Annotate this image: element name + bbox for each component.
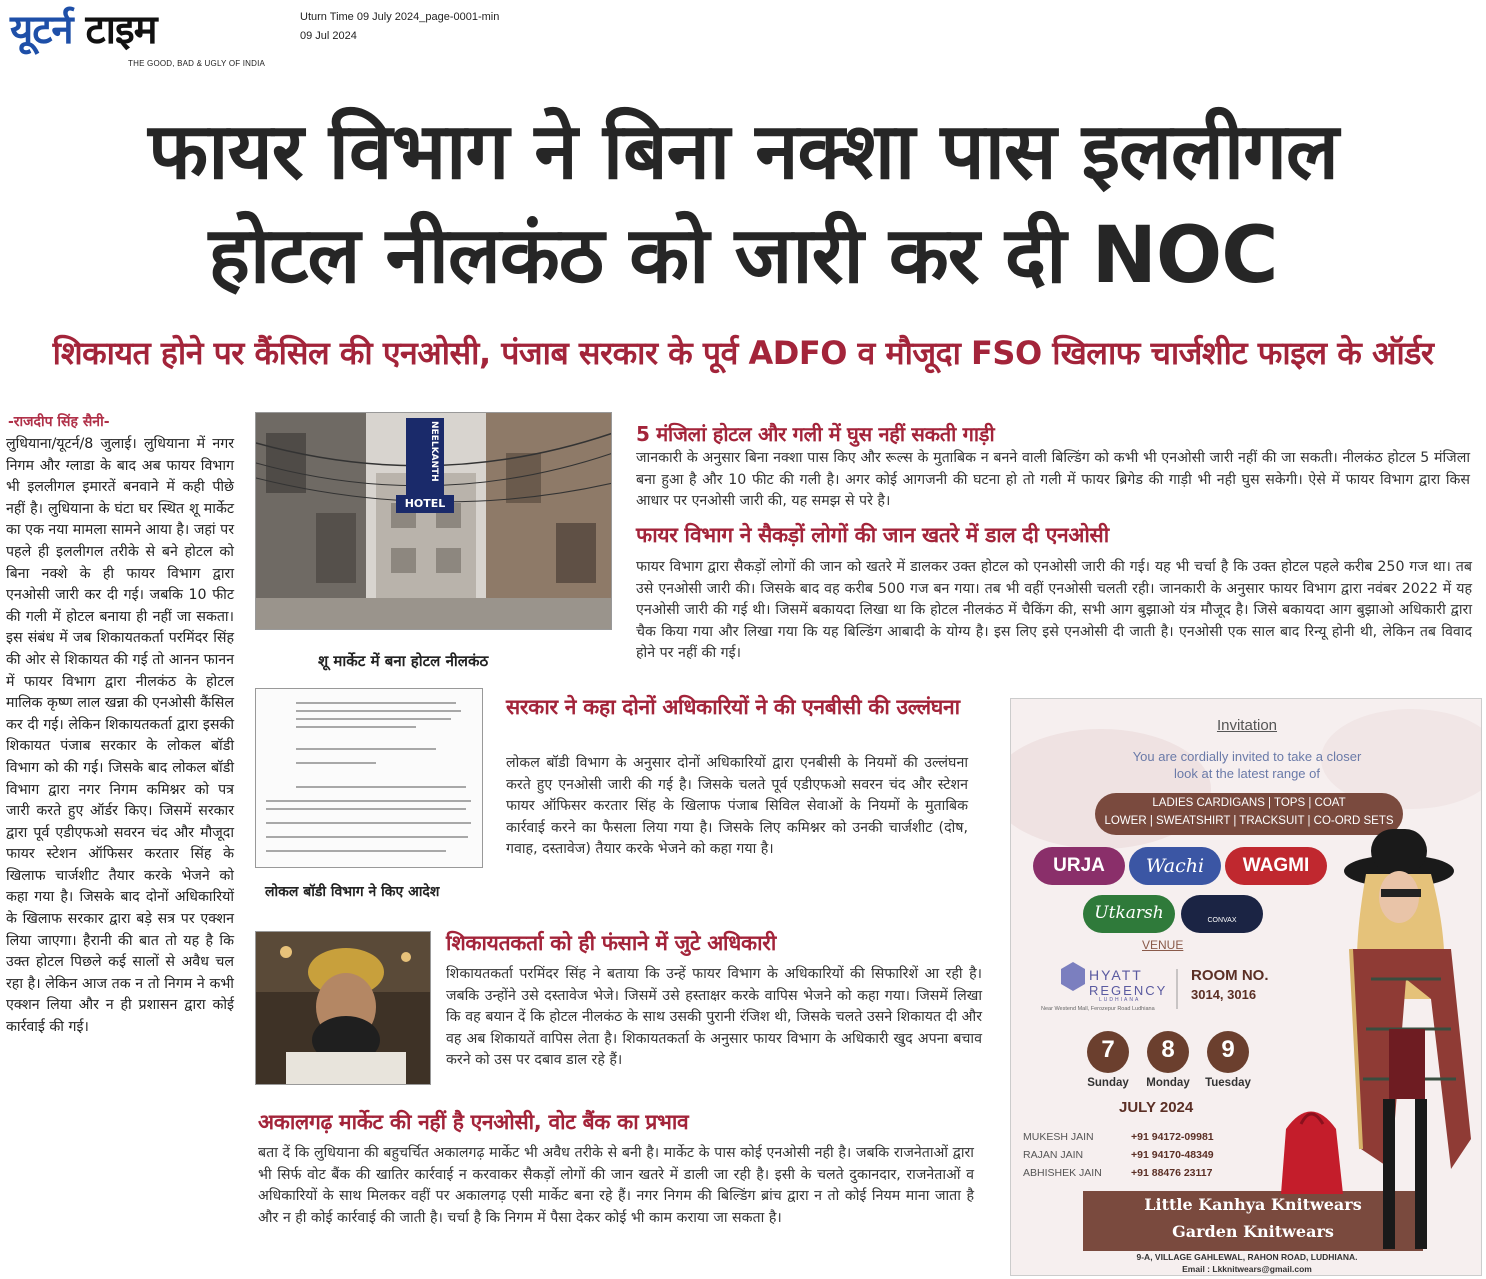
logo-part1: यूटर्न bbox=[10, 7, 73, 53]
date-9: 9 bbox=[1221, 1036, 1235, 1063]
hotel-city: LUDHIANA bbox=[1099, 997, 1141, 1003]
advertisement bbox=[1010, 698, 1482, 1276]
section-2-text: फायर विभाग द्वारा सैकड़ों लोगों की जान को खतरे में डालकर उक्त होटल को एनओसी जारी की गई। यह भी चर्चा है कि उक्त होटल पहले करीब 250 गज था। तब उसे एनओसी जारी की। जिसके बाद वह करीब 500 गज बन गया। तब भी वहीं एनओसी चलती रही। जानकारी के अनुसार फायर विभाग द्वारा नवंबर 2022 में यह एनओसी जारी की गई थी। जिसमें बकायदा लिखा था कि होटल नीलकंठ में चैकिंग की, सभी आग बुझाओ यंत्र मौजूद है। जिसे बकायदा आग बुझाओ अधिकारी द्वारा चैक किया गया और लिखा गया कि यह बिल्डिंग आबादी के योग्य है। इस लिए इसे एनओसी दी जाती है। एनओसी एक साल बाद रिन्यू होनी थी, लेकिन तब विवाद होने पर नहीं की गई। bbox=[636, 559, 1472, 661]
ad-email: Email : Lkknitwears@gmail.com bbox=[1182, 1264, 1312, 1274]
section-5-text: बता दें कि लुधियाना की बहुचर्चित अकालगढ़ मार्केट भी अवैध तरीके से बनी है। मार्केट के पास कोई एनओसी नही है। जबकि राजनेताओं द्वारा भी सिर्फ वोट बैंक की खातिर कार्रवाई न करवाकर सैकड़ों लोगों की जान खतरे में डाली जा रही है। इसी के चलते दुकानदार, राजनेताओं व अधिकारियों के साथ मिलकर वहीं पर अकालगढ़ एसी मार्केट बना रहे हैं। नगर निगम की बिल्डिंग ब्रांच द्वारा न तो कोई नियम माना जाता है और न ही कोई कार्रवाई की जाती है। चर्चा है कि निगम में पैसा देकर कोई भी काम कराया जा सकता है। bbox=[258, 1145, 974, 1226]
contact-3-phone: +91 88476 23117 bbox=[1131, 1167, 1213, 1179]
document-image bbox=[256, 689, 483, 868]
day-sunday: Sunday bbox=[1087, 1077, 1129, 1089]
newspaper-logo bbox=[10, 8, 295, 52]
logo-tagline: THE GOOD, BAD & UGLY OF INDIA bbox=[128, 59, 266, 68]
hotel-sign-vertical: NEELKANTH bbox=[429, 421, 439, 482]
complainant-photo bbox=[255, 931, 431, 1085]
contact-3-name: ABHISHEK JAIN bbox=[1023, 1167, 1102, 1179]
section-1-text: जानकारी के अनुसार बिना नक्शा पास किए और रूल्स के मुताबिक न बनने वाली बिल्डिंग को कभी भी एनओसी जारी नहीं की जा सकती। नीलकंठ होटल 5 मंजिला बना हुआ है और 10 फीट की गली है। अगर कोई आगजनी की घटना हो तो गली में फायर ब्रिगेड की गाड़ी भी नही घुस सकेगी। ऐसे में फायर विभाग द्वारा किस आधार पर एनओसी जारी की, यह समझ से परे है। bbox=[636, 450, 1470, 509]
company-1: Little Kanhya Knitwears bbox=[1144, 1195, 1362, 1214]
subheadline: शिकायत होने पर कैंसिल की एनओसी, पंजाब सरकार के पूर्व ADFO व मौजूदा FSO खिलाफ चार्जशीट फाइल के ऑर्डर bbox=[52, 334, 1434, 372]
byline: -राजदीप सिंह सैनी- bbox=[8, 414, 110, 430]
hotel-name2: REGENCY bbox=[1089, 983, 1168, 998]
brand-convax: CONVAX bbox=[1207, 917, 1237, 924]
brand-wagmi: WAGMI bbox=[1242, 855, 1310, 876]
day-tuesday: Tuesday bbox=[1205, 1077, 1251, 1089]
room-label: ROOM NO. bbox=[1191, 967, 1269, 984]
brand-urja: URJA bbox=[1053, 855, 1105, 876]
company-2: Garden Knitwears bbox=[1172, 1222, 1334, 1241]
document-caption: लोकल बॉडी विभाग ने किए आदेश bbox=[265, 884, 440, 900]
main-story bbox=[6, 434, 234, 1039]
person-image bbox=[256, 932, 431, 1085]
ad-venue-label: VENUE bbox=[1142, 938, 1184, 952]
section-2-heading: फायर विभाग ने सैकड़ों लोगों की जान खतरे में डाल दी एनओसी bbox=[636, 523, 1109, 547]
page-meta bbox=[300, 8, 499, 46]
headline-line2: होटल नीलकंठ को जारी कर दी NOC bbox=[208, 211, 1278, 301]
section-1-heading: 5 मंजिलां होटल और गली में घुस नहीं सकती गाड़ी bbox=[636, 422, 995, 446]
logo-part2: टाइम bbox=[85, 7, 157, 53]
date-7: 7 bbox=[1101, 1036, 1115, 1063]
contact-1-phone: +91 94172-09981 bbox=[1131, 1131, 1214, 1143]
order-document-photo bbox=[255, 688, 483, 868]
page-filename: Uturn Time 09 July 2024_page-0001-min bbox=[300, 11, 500, 23]
section-4-text: शिकायतकर्ता परमिंदर सिंह ने बताया कि उन्हें फायर विभाग के अधिकारियों की सिफारिशें आ रही है। जबकि उन्होंने उसे दस्तावेज भेजे। जिसमें उसे हस्ताक्षर करके वापिस भेजने को कहा गया। जिसमें लिखा कि वह बयान दें कि होटल नीलकंठ के साथ उसकी पुरानी रंजिश थी, जिसके चलते उसने शिकायत दी और वह अब शिकायतें वापिस लेता है। शिकायतकर्ता के अनुसार फायर विभाग के अधिकारी खुद अपना बचाव करने को उस पर दबाव डाल रहे हैं। bbox=[446, 966, 982, 1068]
ad-range2: LOWER | SWEATSHIRT | TRACKSUIT | CO-ORD SETS bbox=[1104, 815, 1394, 827]
hotel-name: HYATT bbox=[1089, 967, 1143, 983]
contact-1-name: MUKESH JAIN bbox=[1023, 1131, 1094, 1143]
ad-line1: You are cordially invited to take a closer bbox=[1132, 749, 1362, 764]
section-4-heading: शिकायतकर्ता को ही फंसाने में जुटे अधिकारी bbox=[446, 931, 776, 955]
ad-invitation: Invitation bbox=[1216, 717, 1278, 734]
masthead bbox=[10, 8, 295, 70]
brand-wachi: Wachi bbox=[1145, 855, 1205, 877]
brand-utkarsh: Utkarsh bbox=[1094, 903, 1164, 923]
hotel-photo bbox=[255, 412, 612, 630]
hotel-address: Near Westend Mall, Ferozepur Road Ludhiana bbox=[1041, 1006, 1155, 1012]
ad-line2: look at the latest range of bbox=[1174, 766, 1320, 781]
ad-month: JULY 2024 bbox=[1119, 1099, 1194, 1116]
date-8: 8 bbox=[1161, 1036, 1175, 1063]
ad-range1: LADIES CARDIGANS | TOPS | COAT bbox=[1152, 797, 1346, 809]
section-5-heading: अकालगढ़ मार्केट की नहीं है एनओसी, वोट बैंक का प्रभाव bbox=[258, 1110, 689, 1134]
main-story-text: लुधियाना में नगर निगम और ग्लाडा के बाद अब फायर विभाग भी इललीगल इमारतें बनवाने में कही पीछे नहीं है। लुधियाना के घंटा घर स्थित शू मार्केट का एक नया मामला सामने आया है। जहां पर पहले ही इललीगल तरीके से बने होटल को बिना नक्शे के ही फायर विभाग द्वारा एनओसी जारी कर दी गई। जबकि 10 फीट की गली में होटल बनाया ही नहीं जा सकता। इस संबंध में जब शिकायतकर्ता परमिंदर सिंह की ओर से शिकायत की गई तो आनन फानन में फायर विभाग द्वारा नीलकंठ के होटल मालिक कृष्ण लाल खन्ना की एनओसी कैंसिल कर दी गई। लेकिन शिकायतकर्ता द्वारा इसकी शिकायत पंजाब सरकार के लोकल बॉडी विभाग को की गई। जिसके बाद लोकल बॉडी विभाग द्वारा नगर निगम कमिश्नर को पत्र जारी करते हुए ऑर्डर किए। जिसमें सरकार द्वारा पूर्व एडीएफओ सवरन चंद और मौजूदा फायर स्टेशन ऑफिसर करतार सिंह के खिलाफ चार्जशीट तैयार करके भेजने को कहा गया है। जिसके बाद दोनों अधिकारियों के खिलाफ सरकार द्वारा बड़े सत्र पर एक्शन लिया जाएगा। हैरानी की बात तो यह है कि उक्त होटल पिछले कई सालों से अवैध चल रहा है। लेकिन आज तक न तो निगम ने कभी एक्शन लिया और न ही प्रशासन द्वारा कोई कार्रवाई की गई। bbox=[6, 436, 234, 1036]
headline-line1: फायर विभाग ने बिना नक्शा पास इललीगल bbox=[148, 107, 1338, 197]
dateline: लुधियाना/यूटर्न/8 जुलाई। bbox=[6, 436, 137, 452]
room-numbers: 3014, 3016 bbox=[1191, 987, 1257, 1002]
hotel-sign-horizontal: HOTEL bbox=[404, 497, 446, 510]
headline bbox=[0, 100, 1486, 308]
hotel-photo-caption: शू मार्केट में बना होटल नीलकंठ bbox=[318, 652, 489, 670]
contact-2-phone: +91 94170-48349 bbox=[1131, 1149, 1214, 1161]
page-date: 09 Jul 2024 bbox=[300, 30, 357, 42]
ad-address: 9-A, VILLAGE GAHLEWAL, RAHON ROAD, LUDHIANA. bbox=[1136, 1252, 1358, 1262]
section-3-text: लोकल बॉडी विभाग के अनुसार दोनों अधिकारियों द्वारा एनबीसी के नियमों की उल्लंघना करते हुए एनओसी जारी की गई है। जिसके चलते पूर्व एडीएफओ सवरन चंद और स्टेशन फायर ऑफिसर करतार सिंह के खिलाफ पंजाब सिविल सेवाओं के नियमों के मुताबिक कार्रवाई करने का फैसला लिया गया है। जिसके लिए कमिश्नर को उनकी चार्जशीट (दोष, गवाह, दस्तावेज) तैयार करके भेजने को कहा गया है। bbox=[506, 755, 968, 857]
section-3-heading: सरकार ने कहा दोनों अधिकारियों ने की एनबीसी की उल्लंघना bbox=[506, 695, 960, 719]
day-monday: Monday bbox=[1146, 1077, 1190, 1089]
contact-2-name: RAJAN JAIN bbox=[1023, 1149, 1084, 1161]
